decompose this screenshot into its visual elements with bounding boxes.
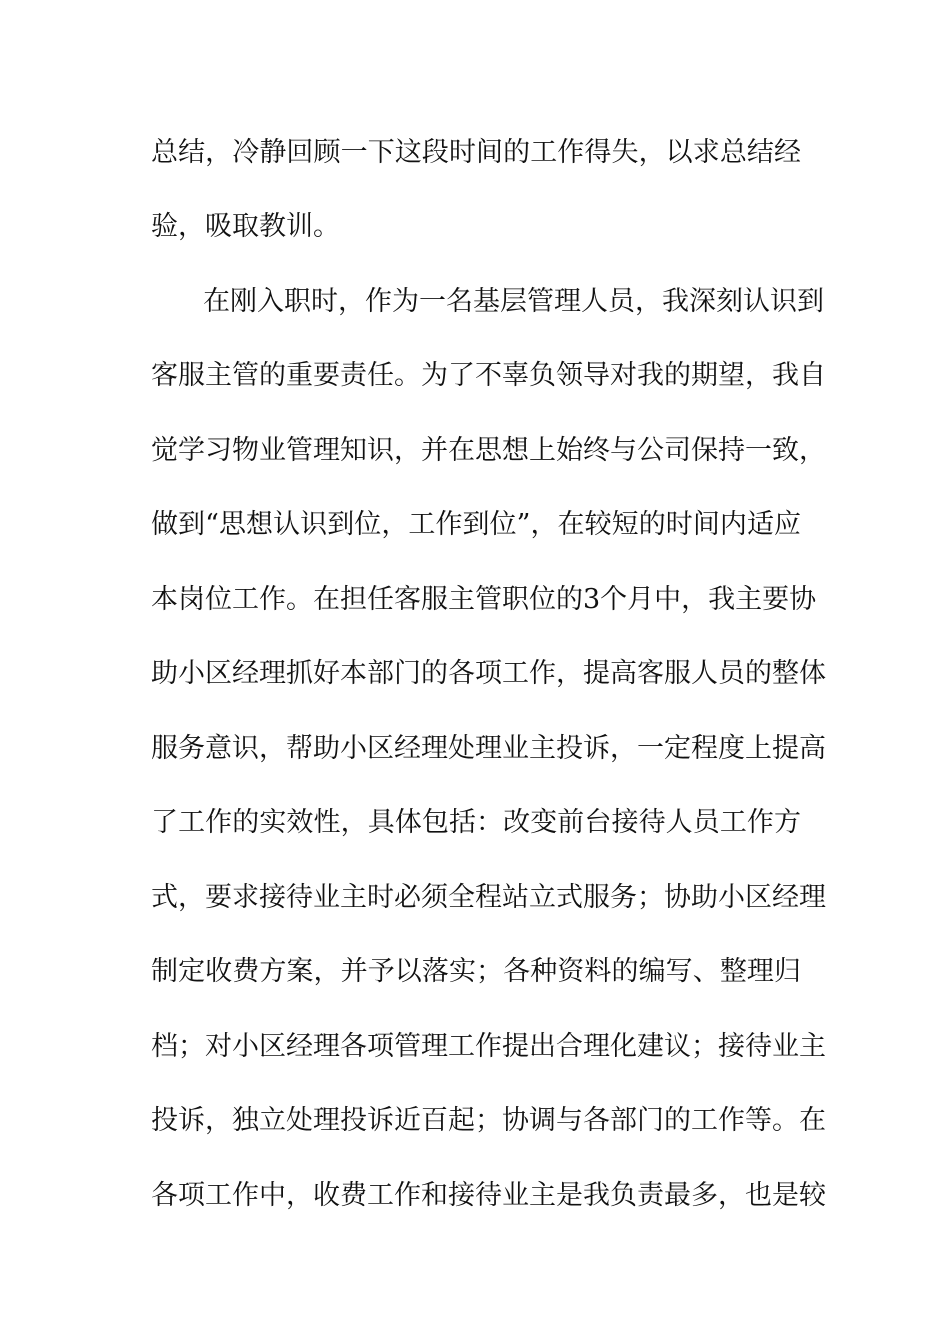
text-line: 制定收费方案，并予以落实；各种资料的编写、整理归	[151, 956, 801, 987]
text-line: 助小区经理抓好本部门的各项工作，提高客服人员的整体	[151, 658, 826, 689]
text-line: 觉学习物业管理知识，并在思想上始终与公司保持一致，	[151, 435, 826, 466]
paragraph-first-line: 在刚入职时，作为一名基层管理人员，我深刻认识到	[203, 286, 824, 317]
text-line: 客服主管的重要责任。为了不辜负领导对我的期望，我自	[151, 360, 826, 391]
text-line: 投诉，独立处理投诉近百起；协调与各部门的工作等。在	[151, 1105, 826, 1136]
text-line: 各项工作中，收费工作和接待业主是我负责最多，也是较	[151, 1180, 826, 1211]
text-line: 档；对小区经理各项管理工作提出合理化建议；接待业主	[151, 1031, 826, 1062]
text-line: 总结，冷静回顾一下这段时间的工作得失，以求总结经	[151, 137, 801, 168]
text-line: 式，要求接待业主时必须全程站立式服务；协助小区经理	[151, 882, 826, 913]
text-line: 了工作的实效性，具体包括：改变前台接待人员工作方	[151, 807, 801, 838]
text-line: 本岗位工作。在担任客服主管职位的3个月中，我主要协	[151, 584, 817, 615]
text-line: 服务意识，帮助小区经理处理业主投诉，一定程度上提高	[151, 733, 826, 764]
text-line: 做到“思想认识到位，工作到位”，在较短的时间内适应	[151, 509, 801, 540]
text-line: 验，吸取教训。	[151, 211, 340, 242]
